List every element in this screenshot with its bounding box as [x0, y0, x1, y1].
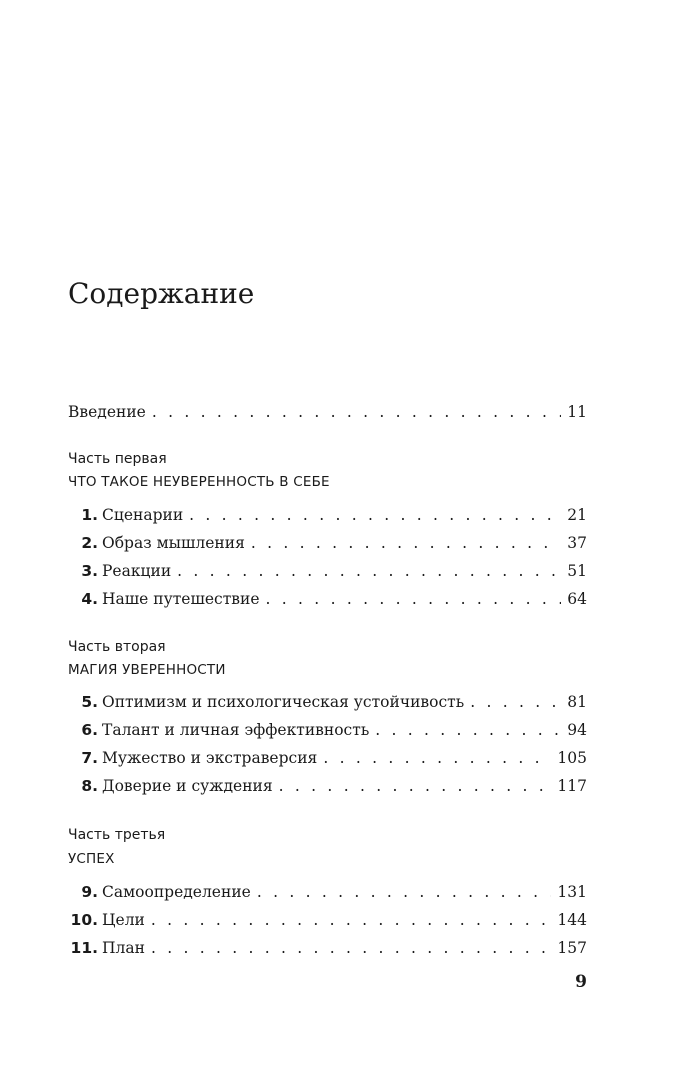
chapter-number: 2.	[81, 534, 98, 552]
toc-page-number: 144	[557, 911, 587, 929]
chapter-title: Сценарии	[102, 506, 184, 524]
toc-entry[interactable]	[68, 587, 587, 611]
dot-leader	[152, 400, 561, 424]
chapter-number: 1.	[81, 506, 98, 524]
toc-entry[interactable]	[68, 531, 587, 555]
toc-entry[interactable]	[68, 503, 587, 527]
dot-leader	[177, 559, 561, 583]
chapter-title: План	[102, 939, 145, 957]
chapter-number: 9.	[81, 883, 98, 901]
dot-leader	[323, 746, 551, 770]
toc-page-number: 117	[557, 777, 587, 795]
part-title: МАГИЯ УВЕРЕННОСТИ	[68, 662, 226, 678]
chapter-number: 11.	[70, 939, 98, 957]
part-label: Часть первая	[68, 451, 167, 467]
page-title: Содержание	[68, 277, 255, 310]
toc-page-number: 64	[567, 590, 587, 608]
chapter-title: Доверие и суждения	[102, 777, 273, 795]
part-title: УСПЕХ	[68, 851, 115, 867]
part-label: Часть вторая	[68, 639, 166, 655]
chapter-title: Образ мышления	[102, 534, 245, 552]
part-title: ЧТО ТАКОЕ НЕУВЕРЕННОСТЬ В СЕБЕ	[68, 474, 330, 490]
folio-page-number: 9	[575, 972, 587, 992]
toc-entry[interactable]	[68, 880, 587, 904]
chapter-number: 7.	[81, 749, 98, 767]
chapter-title: Оптимизм и психологическая устойчивость	[102, 693, 465, 711]
dot-leader	[470, 690, 561, 714]
dot-leader	[151, 908, 552, 932]
toc-page-number: 51	[567, 562, 587, 580]
toc-page-number: 94	[567, 721, 587, 739]
chapter-number: 8.	[81, 777, 98, 795]
chapter-title: Реакции	[102, 562, 172, 580]
toc-page-number: 37	[567, 534, 587, 552]
dot-leader	[279, 774, 552, 798]
toc-page-number: 11	[567, 403, 587, 421]
toc-page-number: 105	[557, 749, 587, 767]
toc-entry[interactable]	[68, 774, 587, 798]
dot-leader	[151, 936, 551, 960]
chapter-number: 4.	[81, 590, 98, 608]
toc-entry[interactable]	[68, 936, 587, 960]
toc-entry-label: Введение	[68, 403, 146, 421]
toc-entry-intro[interactable]	[68, 400, 587, 424]
chapter-title: Самоопределение	[102, 883, 251, 901]
chapter-title: Наше путешествие	[102, 590, 260, 608]
chapter-number: 6.	[81, 721, 98, 739]
dot-leader	[189, 503, 561, 527]
toc-entry[interactable]	[68, 718, 587, 742]
dot-leader	[375, 718, 561, 742]
toc-page-number: 21	[567, 506, 587, 524]
chapter-title: Цели	[102, 911, 145, 929]
part-label: Часть третья	[68, 827, 166, 843]
dot-leader	[257, 880, 552, 904]
toc-entry[interactable]	[68, 690, 587, 714]
chapter-number: 5.	[81, 693, 98, 711]
chapter-number: 3.	[81, 562, 98, 580]
dot-leader	[251, 531, 561, 555]
toc-entry[interactable]	[68, 908, 587, 932]
toc-entry[interactable]	[68, 559, 587, 583]
toc-page-number: 131	[557, 883, 587, 901]
chapter-title: Талант и личная эффективность	[102, 721, 370, 739]
chapter-title: Мужество и экстраверсия	[102, 749, 318, 767]
toc-page-number: 157	[557, 939, 587, 957]
toc-page-number: 81	[567, 693, 587, 711]
dot-leader	[266, 587, 562, 611]
chapter-number: 10.	[70, 911, 98, 929]
toc-entry[interactable]	[68, 746, 587, 770]
